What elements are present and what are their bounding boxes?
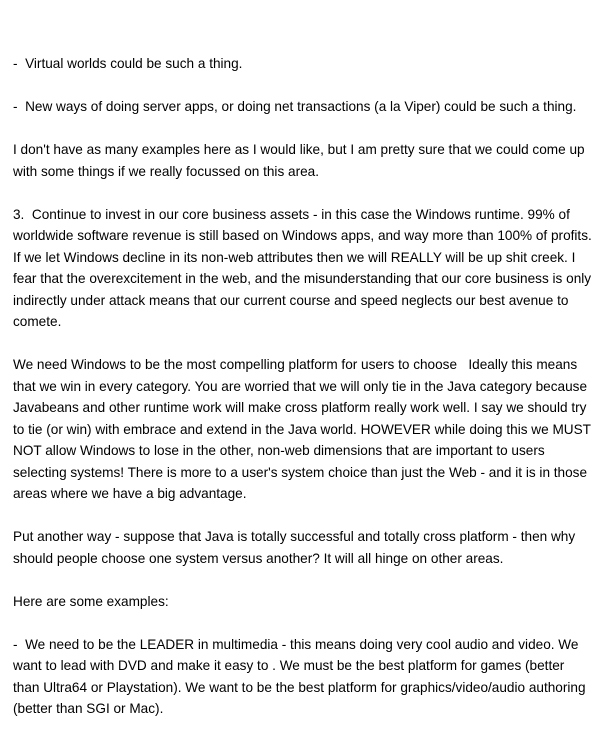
paragraph-windows-compelling: We need Windows to be the most compelling platform for users to choose Ideally this means that we win in every category. You are worried that we will only tie in the Java category because Javabeans and other runtime work will make cross platform really work well. I say we should try to tie (or win) with embrace and extend in the Java world. HOWEVER while doing this we MUST NOT allow Windows to lose in the other, non-web dimensions that are important to users selecting systems! There is more to a user's system choice than just the Web - and it is in those areas where we have a big advantage. bbox=[13, 357, 595, 501]
paragraph-examples-heading: Here are some examples: bbox=[13, 593, 169, 609]
paragraph-multimedia: - We need to be the LEADER in multimedia - this means doing very cool audio and video. We want to lead with DVD and make it easy to . We must be the best platform for games (better than Ultra64 or Playstation). We want to be the best platform for graphics/video/audio authoring (better than SGI or Mac). bbox=[13, 636, 590, 716]
paragraph-core-business: 3. Continue to invest in our core business assets - in this case the Windows runtime. 99% of worldwide software revenue is still based on Windows apps, and way more than 100% of profits. If we let Windows decline in its non-web attributes then we will REALLY will be up shit creek. I fear that the overexcitement in the web, and the misunderstanding that our core business is only indirectly under attack means that our current course and speed neglects our best avenue to comete. bbox=[13, 206, 596, 329]
document-body bbox=[13, 53, 596, 741]
paragraph-examples-note: I don't have as many examples here as I would like, but I am pretty sure that we could come up with some things if we really focussed on this area. bbox=[13, 142, 589, 179]
paragraph-server-apps: - New ways of doing server apps, or doing net transactions (a la Viper) could be such a thing. bbox=[13, 99, 577, 114]
paragraph-java-cross-platform: Put another way - suppose that Java is totally successful and totally cross platform - then why should people choose one system versus another? It will all hinge on other areas. bbox=[13, 529, 579, 566]
paragraph-virtual-worlds: - Virtual worlds could be such a thing. bbox=[13, 56, 243, 71]
